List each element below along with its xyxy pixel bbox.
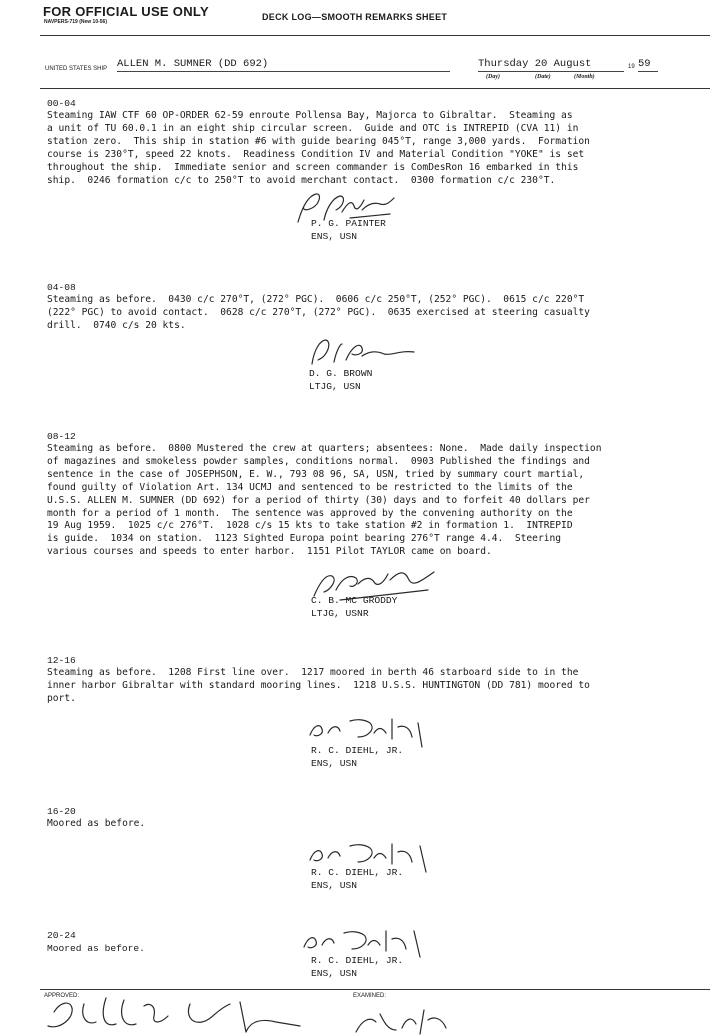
- signer-rank-08-12: LTJG, USNR: [311, 608, 369, 619]
- signature-brown: [306, 334, 426, 370]
- examined-label: EXAMINED:: [353, 993, 387, 999]
- watch-period-08-12: 08-12: [47, 431, 76, 442]
- remarks-04-08: Steaming as before. 0430 c/c 270°T, (272° PGC). 0606 c/c 250°T, (252° PGC). 0615 c/c 220°T (222° PGC) to avoid contact. 0628 c/c 270°T, (272° PGC). 0635 exercised at steering casualty drill. 0740 c/s 20 kts.: [47, 294, 590, 331]
- signer-name-16-20: R. C. DIEHL, JR.: [311, 867, 404, 878]
- approved-signature: [40, 992, 320, 1036]
- signer-name-00-04: P. G. PAINTER: [311, 218, 386, 229]
- log-date: Thursday 20 August: [478, 58, 624, 72]
- signer-name-08-12: C. B. MC GRODDY: [311, 595, 398, 606]
- official-use-banner: FOR OFFICIAL USE ONLY: [43, 4, 209, 19]
- watch-period-04-08: 04-08: [47, 282, 76, 293]
- signer-rank-20-24: ENS, USN: [311, 968, 358, 979]
- ship-name: ALLEN M. SUMNER (DD 692): [117, 58, 450, 72]
- remarks-16-20: Moored as before.: [47, 818, 146, 829]
- remarks-08-12: Steaming as before. 0800 Mustered the crew at quarters; absentees: None. Made daily inspection of magazines and smokeless powder samples, conditions normal. 0903 Published the findings and sentence in the case of JOSEPHSON, E. W., 793 08 96, SA, USN, tried by summary court martial, found guilty of Violation Art. 134 UCMJ and sentenced to be restricted to the limits of the U.S.S. ALLEN M. SUMNER (DD 692) for a period of thirty (30) days and to forfeit 40 dollars per month for a period of 1 month. The sentence was approved by the convening authority on the 19 Aug 1959. 1025 c/c 276°T. 1028 c/s 15 kts to take station #2 in formation 1. INTREPID is guide. 1034 on station. 1123 Sighted Europa point bearing 276°T range 4.4. Steering various courses and speeds to enter harbor. 1151 Pilot TAYLOR came on board.: [47, 443, 602, 558]
- day-label: (Day): [486, 74, 500, 80]
- remarks-12-16: Steaming as before. 1208 First line over. 1217 moored in berth 46 starboard side to in the inner harbor Gibraltar with standard mooring lines. 1218 U.S.S. HUNTINGTON (DD 781) moored to port.: [47, 667, 590, 704]
- watch-period-12-16: 12-16: [47, 655, 76, 666]
- approved-label: APPROVED:: [44, 993, 80, 999]
- month-label: (Month): [574, 74, 595, 80]
- examined-signature: [350, 1004, 460, 1036]
- signer-name-12-16: R. C. DIEHL, JR.: [311, 745, 404, 756]
- signer-rank-16-20: ENS, USN: [311, 880, 358, 891]
- sheet-title: DECK LOG—SMOOTH REMARKS SHEET: [262, 12, 448, 22]
- header-rule: [40, 35, 710, 36]
- year-prefix: 19: [628, 64, 635, 70]
- date-label: (Date): [535, 74, 551, 80]
- remarks-00-04: Steaming IAW CTF 60 OP-ORDER 62-59 enroute Pollensa Bay, Majorca to Gibraltar. Steaming as a unit of TU 60.0.1 in an eight ship circular screen. Guide and OTC is INTREPID (CVA 11) in station zero. This ship in station #6 with guide bearing 045°T, range 3,000 yards. Formation course is 230°T, speed 22 knots. Readiness Condition IV and Material Condition "YOKE" is set throughout the ship. Immediate senior and screen commander is ComDesRon 16 embarked in this ship. 0246 formation c/c to 250°T to avoid merchant contact. 0300 formation c/c 230°T.: [47, 110, 590, 186]
- signer-name-20-24: R. C. DIEHL, JR.: [311, 955, 404, 966]
- ship-label: UNITED STATES SHIP: [45, 66, 108, 72]
- signer-rank-12-16: ENS, USN: [311, 758, 358, 769]
- form-number: NAVPERS-719 (New 10-56): [44, 19, 107, 25]
- watch-period-16-20: 16-20: [47, 806, 76, 817]
- signer-rank-04-08: LTJG, USN: [309, 381, 361, 392]
- signer-rank-00-04: ENS, USN: [311, 231, 358, 242]
- year-suffix: 59: [638, 58, 658, 72]
- footer-rule: [40, 989, 710, 990]
- remarks-20-24: Moored as before.: [47, 943, 145, 954]
- watch-period-00-04: 00-04: [47, 98, 76, 109]
- signer-name-04-08: D. G. BROWN: [309, 368, 373, 379]
- ship-line-rule: [40, 88, 710, 89]
- watch-period-20-24: 20-24: [47, 930, 76, 941]
